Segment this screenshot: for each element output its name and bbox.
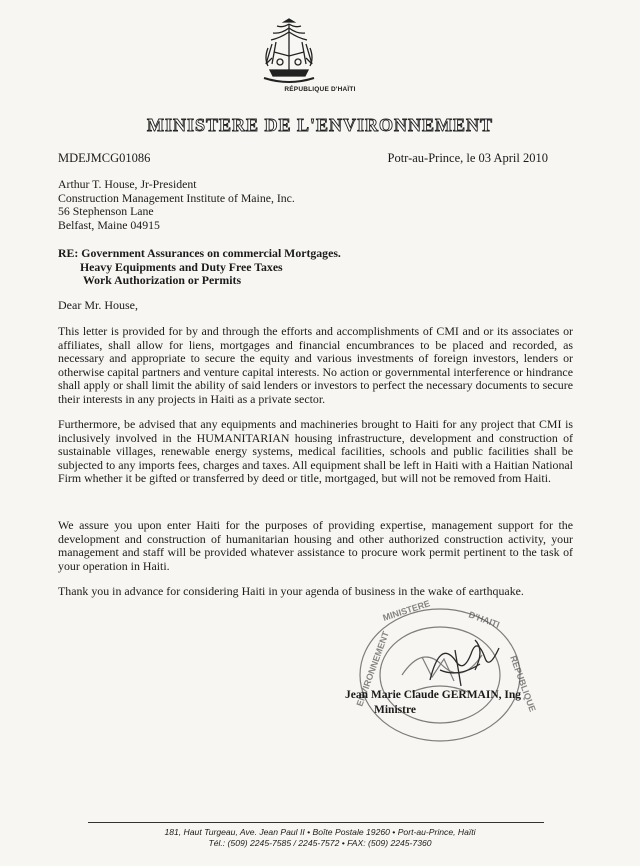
footer-address: 181, Haut Turgeau, Ave. Jean Paul II • Boîte Postale 19260 • Port-au-Prince, Haïti <box>164 827 476 837</box>
body-paragraph: Furthermore, be advised that any equipments and machineries brought to Haiti for any project that CMI is inclusively involved in the HUMANITARIAN housing infrastructure, development and construction of sustainable villages, renewable energy systems, medical facilities, schools and public facilities shall be subjected to any imports fees, charges and taxes. All equipment shall be left in Haiti with a Haitian National Firm whether it be gifted or transferred by deed or title, mortgaged, but will not be removed from Haiti. <box>58 417 573 486</box>
body-paragraph: We assure you upon enter Haiti for the purposes of providing expertise, management support for the development and construction of humanitarian housing and other authorized construction activity, your management and staff will be provided whatever assistance to procure work permit pertinent to the task of your operation in Haiti. <box>58 518 573 573</box>
reference-number: MDEJMCG01086 <box>58 151 151 165</box>
haiti-coat-of-arms-icon <box>254 18 324 88</box>
subject-line: Work Authorization or Permits <box>83 273 242 287</box>
footer-phones: Tél.: (509) 2245-7585 / 2245-7572 • FAX: (509) 2245-7360 <box>208 838 432 848</box>
subject-line: RE: Government Assurances on commercial Mortgages. <box>58 246 341 260</box>
salutation: Dear Mr. House, <box>58 298 138 312</box>
footer-divider <box>88 822 544 823</box>
recipient-street: 56 Stephenson Lane <box>58 204 154 218</box>
signer-name: Jean Marie Claude GERMAIN, Ing <box>345 689 522 701</box>
subject-line: Heavy Equipments and Duty Free Taxes <box>80 259 283 274</box>
svg-text:D'HAITI: D'HAITI <box>467 609 501 630</box>
svg-text:ENVIRONNEMENT: ENVIRONNEMENT <box>354 630 391 708</box>
body-paragraph: This letter is provided for by and through the efforts and accomplishments of CMI and or its associates or affiliates, shall allow for liens, mortgages and financial encumbrances to be placed and recorded, as necessary and appropriate to secure the equity and various investments of foreign investors, lenders or otherwise capital partners and venture capital interests. No action or governmental interference or hindrance shall apply or shall limit the ability of said lenders or investors to perfect the necessary documents to secure their interests in any projects in Haiti as a private sector. <box>58 324 573 406</box>
svg-text:REPUBLIQUE: REPUBLIQUE <box>508 654 538 714</box>
signer-title: Ministre <box>374 704 416 716</box>
body-paragraph: Thank you in advance for considering Haiti in your agenda of business in the wake of earthquake. <box>58 584 524 598</box>
recipient-organization: Construction Management Institute of Maine, Inc. <box>58 190 295 205</box>
recipient-address <box>58 178 295 232</box>
ministry-title: MINISTERE DE L'ENVIRONNEMENT <box>146 115 494 135</box>
svg-text:MINISTERE: MINISTERE <box>381 598 432 623</box>
recipient-name: Arthur T. House, Jr-President <box>58 177 197 191</box>
republic-label: RÉPUBLIQUE D'HAÏTI <box>284 86 356 93</box>
dateline: Potr-au-Prince, le 03 April 2010 <box>387 151 548 165</box>
recipient-city: Belfast, Maine 04915 <box>58 217 160 232</box>
subject-block <box>58 247 341 288</box>
